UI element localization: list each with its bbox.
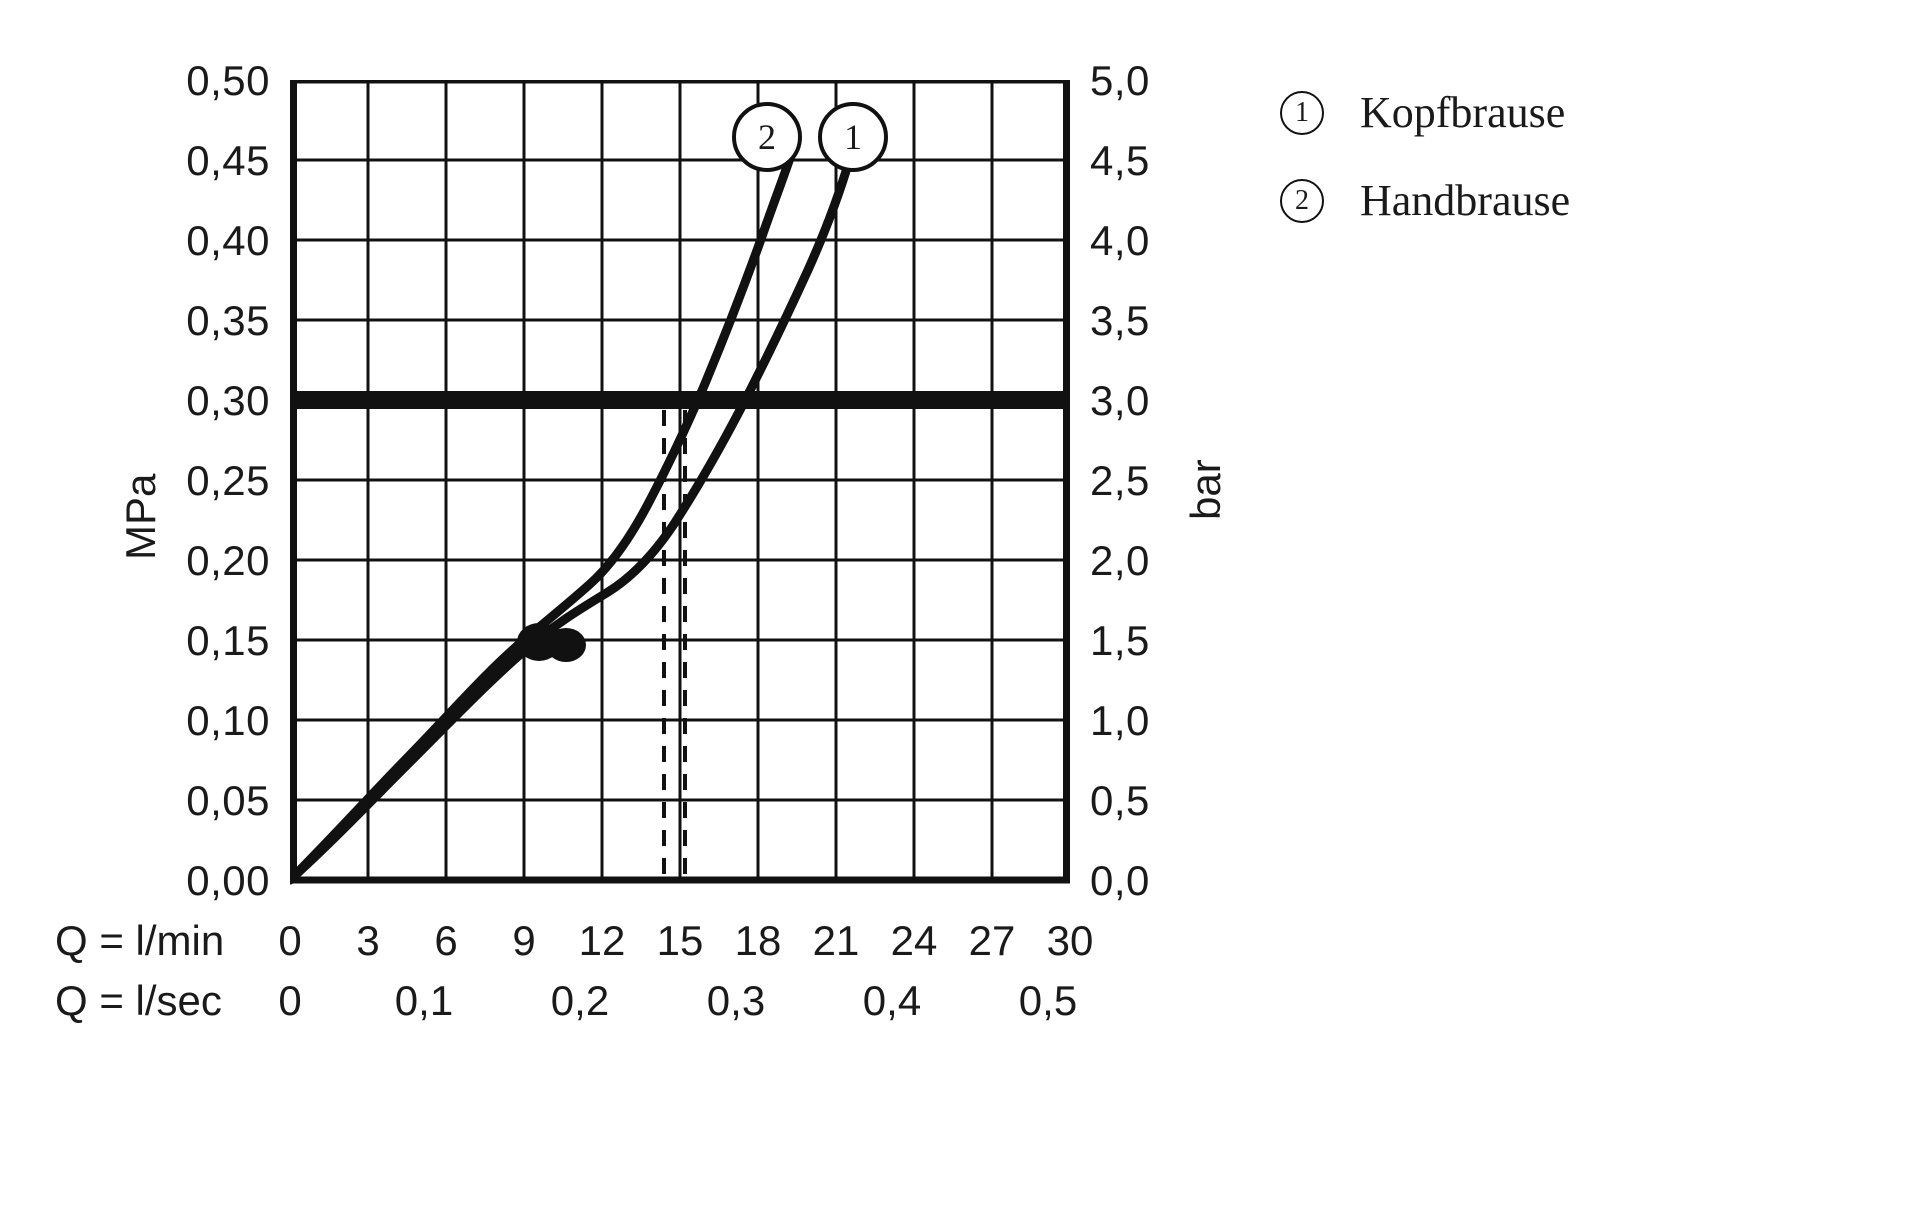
x-tick-lsec-1: 0,1 — [394, 977, 454, 1024]
plot-grid-and-curves — [290, 80, 1080, 890]
x-tick-lmin-0: 0 — [278, 917, 302, 964]
callout-kopfbrause: 1 — [818, 102, 888, 172]
x-tick-lmin-10: 30 — [1046, 917, 1094, 964]
y-tick-left-9: 0,45 — [186, 137, 270, 184]
legend-item-kopfbrause — [1280, 88, 1800, 138]
y-tick-right-9: 4,5 — [1090, 137, 1150, 184]
x-tick-lmin-1: 3 — [356, 917, 380, 964]
y-tick-left-2: 0,10 — [186, 697, 270, 744]
y-tick-left-0: 0,00 — [186, 857, 270, 904]
x-tick-lmin-8: 24 — [890, 917, 938, 964]
y-tick-right-0: 0,0 — [1090, 857, 1150, 904]
x-axis-row-lsec — [0, 977, 1920, 1030]
x-tick-lsec-2: 0,2 — [550, 977, 610, 1024]
y-tick-left-1: 0,05 — [186, 777, 270, 824]
y-tick-right-10: 5,0 — [1090, 57, 1150, 104]
curve-kopfbrause — [290, 158, 850, 880]
legend — [1280, 88, 1800, 264]
operating-point-2 — [546, 628, 586, 662]
x-tick-lmin-9: 27 — [968, 917, 1016, 964]
x-axis-row-lmin-label: Q = l/min — [55, 917, 225, 964]
y-tick-right-3: 1,5 — [1090, 617, 1150, 664]
x-tick-lsec-0: 0 — [278, 977, 302, 1024]
y-tick-left-6: 0,30 — [186, 377, 270, 424]
y-tick-right-5: 2,5 — [1090, 457, 1150, 504]
legend-label-kopfbrause: Kopfbrause — [1360, 88, 1566, 137]
y-tick-left-3: 0,15 — [186, 617, 270, 664]
x-tick-lsec-5: 0,5 — [1018, 977, 1078, 1024]
plot-area — [186, 57, 1150, 904]
legend-item-handbrause — [1280, 176, 1800, 226]
y-tick-left-10: 0,50 — [186, 57, 270, 104]
y-tick-right-4: 2,0 — [1090, 537, 1150, 584]
x-tick-lmin-3: 9 — [512, 917, 536, 964]
legend-marker-1-icon: 1 — [1280, 91, 1324, 135]
y-tick-left-8: 0,40 — [186, 217, 270, 264]
x-tick-lsec-4: 0,4 — [862, 977, 922, 1024]
x-tick-lmin-7: 21 — [812, 917, 860, 964]
y-tick-left-5: 0,25 — [186, 457, 270, 504]
callout-handbrause: 2 — [732, 102, 802, 172]
legend-label-handbrause: Handbrause — [1360, 176, 1571, 225]
x-tick-lmin-2: 6 — [434, 917, 458, 964]
y-tick-right-7: 3,5 — [1090, 297, 1150, 344]
y-tick-right-8: 4,0 — [1090, 217, 1150, 264]
y-tick-left-4: 0,20 — [186, 537, 270, 584]
y-tick-right-2: 1,0 — [1090, 697, 1150, 744]
x-tick-lmin-6: 18 — [734, 917, 782, 964]
x-tick-lmin-4: 12 — [578, 917, 626, 964]
y-axis-right-unit: bar — [1182, 459, 1229, 520]
x-axis-row-lmin — [0, 917, 1920, 970]
legend-marker-2-icon: 2 — [1280, 179, 1324, 223]
y-tick-right-1: 0,5 — [1090, 777, 1150, 824]
y-tick-right-6: 3,0 — [1090, 377, 1150, 424]
y-axis-left-unit: MPa — [117, 473, 164, 560]
y-tick-left-7: 0,35 — [186, 297, 270, 344]
x-axis-row-lsec-label: Q = l/sec — [55, 977, 222, 1024]
curve-handbrause — [290, 158, 790, 880]
x-tick-lmin-5: 15 — [656, 917, 704, 964]
x-tick-lsec-3: 0,3 — [706, 977, 766, 1024]
